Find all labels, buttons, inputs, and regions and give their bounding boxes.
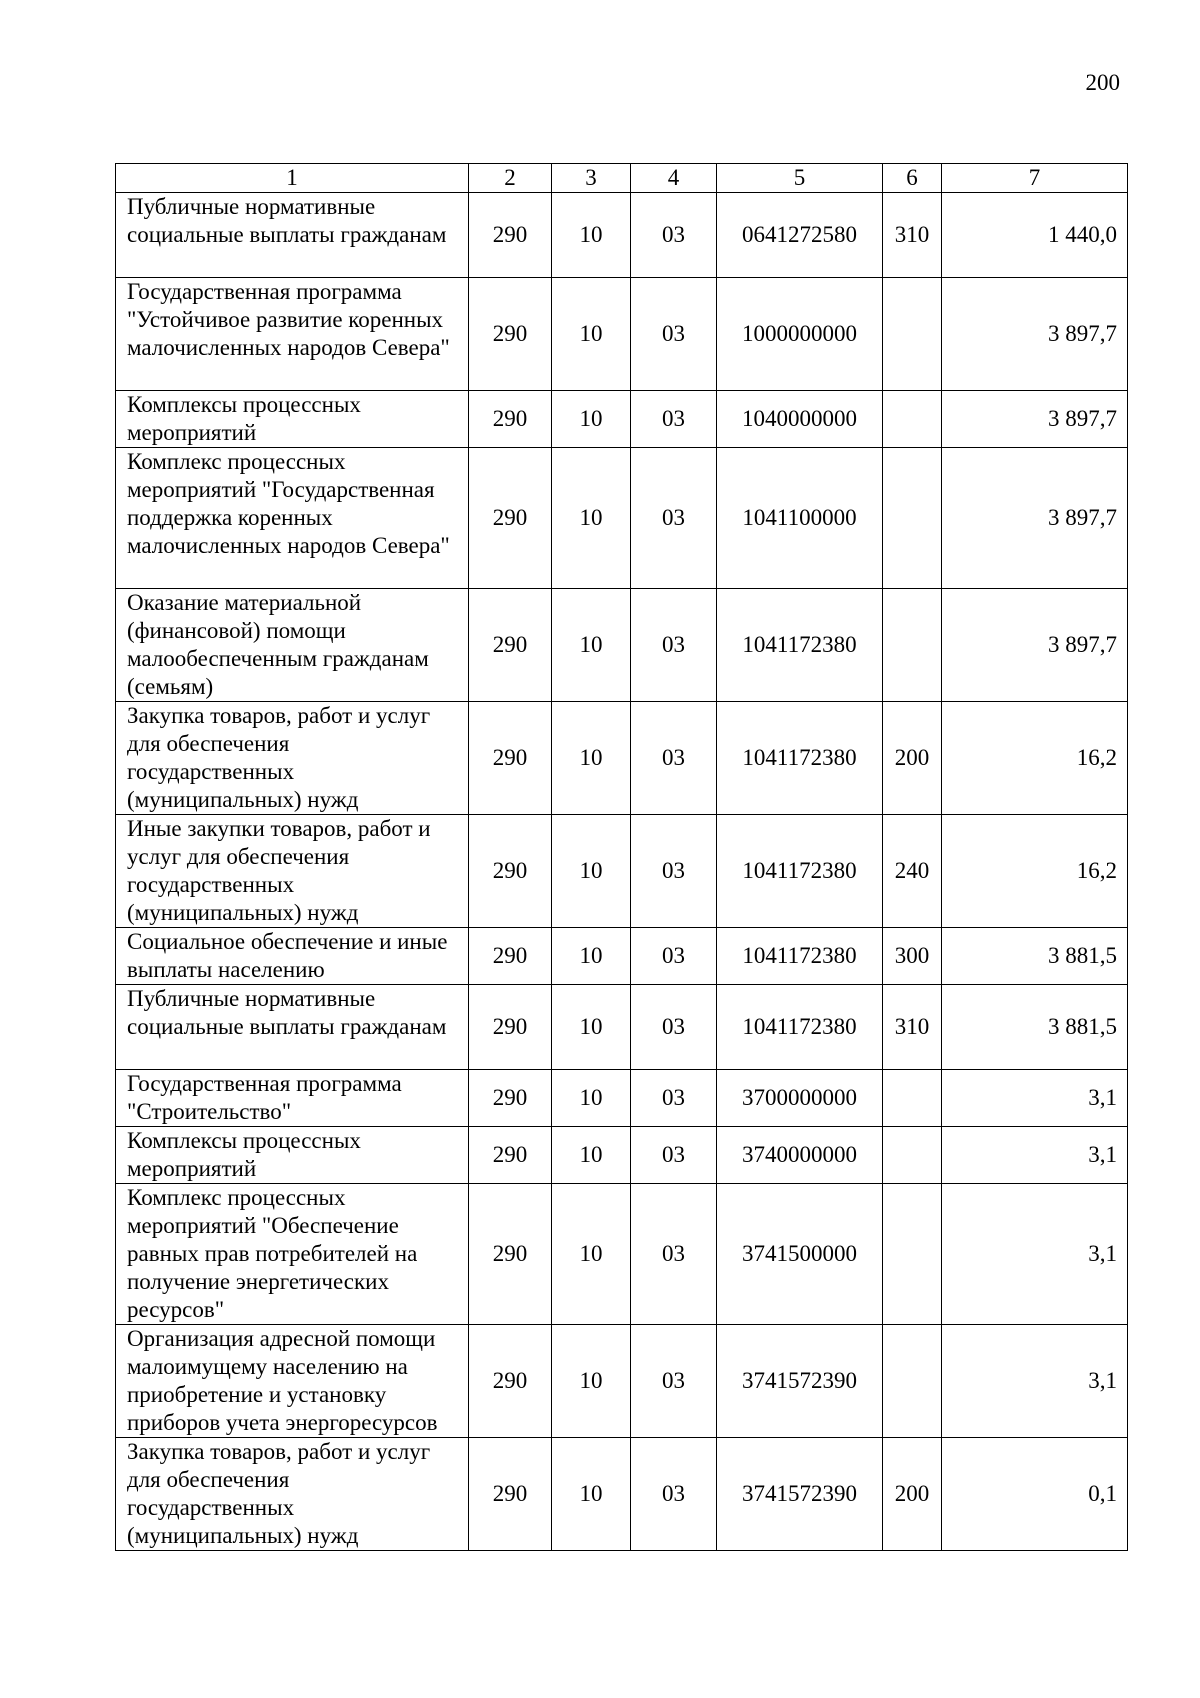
cell-code-3: 10: [552, 702, 631, 815]
cell-code-3: 10: [552, 278, 631, 391]
cell-code-4: 03: [631, 391, 717, 448]
cell-code-6: [883, 1184, 942, 1325]
cell-code-5: 1040000000: [717, 391, 883, 448]
cell-amount: 3 881,5: [942, 928, 1128, 985]
cell-name: Комплексы процессных мероприятий: [116, 391, 469, 448]
table-row: [116, 1127, 1128, 1184]
cell-name: Публичные нормативные социальные выплаты гражданам: [116, 193, 469, 278]
cell-code-3: 10: [552, 1070, 631, 1127]
cell-code-2: 290: [469, 589, 552, 702]
cell-code-6: [883, 1127, 942, 1184]
cell-code-2: 290: [469, 1127, 552, 1184]
cell-code-2: 290: [469, 928, 552, 985]
cell-code-2: 290: [469, 1438, 552, 1551]
cell-code-5: 1041172380: [717, 928, 883, 985]
cell-amount: 3 897,7: [942, 589, 1128, 702]
cell-amount: 3 897,7: [942, 391, 1128, 448]
column-header: 2: [469, 164, 552, 193]
cell-name: Оказание материальной (финансовой) помощи малообеспеченным гражданам (семьям): [116, 589, 469, 702]
column-header: 6: [883, 164, 942, 193]
cell-code-4: 03: [631, 589, 717, 702]
cell-code-4: 03: [631, 815, 717, 928]
column-header: 5: [717, 164, 883, 193]
table-row: [116, 448, 1128, 589]
cell-code-2: 290: [469, 1325, 552, 1438]
cell-code-4: 03: [631, 1070, 717, 1127]
cell-code-6: [883, 1325, 942, 1438]
cell-code-6: [883, 589, 942, 702]
cell-name: Комплекс процессных мероприятий "Обеспечение равных прав потребителей на получение энергетических ресурсов": [116, 1184, 469, 1325]
cell-code-2: 290: [469, 278, 552, 391]
cell-code-5: 3741500000: [717, 1184, 883, 1325]
column-header: 3: [552, 164, 631, 193]
table-row: [116, 1070, 1128, 1127]
cell-code-4: 03: [631, 1184, 717, 1325]
cell-amount: 1 440,0: [942, 193, 1128, 278]
page-number: 200: [1085, 70, 1120, 95]
cell-code-2: 290: [469, 985, 552, 1070]
cell-code-3: 10: [552, 589, 631, 702]
table-row: [116, 815, 1128, 928]
cell-name: Государственная программа "Устойчивое развитие коренных малочисленных народов Севера": [116, 278, 469, 391]
cell-name: Закупка товаров, работ и услуг для обеспечения государственных (муниципальных) нужд: [116, 1438, 469, 1551]
cell-code-6: 300: [883, 928, 942, 985]
cell-name: Комплекс процессных мероприятий "Государственная поддержка коренных малочисленных народов Севера": [116, 448, 469, 589]
table-row: [116, 193, 1128, 278]
column-header: 4: [631, 164, 717, 193]
table-row: [116, 985, 1128, 1070]
cell-code-2: 290: [469, 193, 552, 278]
cell-code-2: 290: [469, 702, 552, 815]
table-row: [116, 391, 1128, 448]
cell-name: Государственная программа "Строительство": [116, 1070, 469, 1127]
cell-code-3: 10: [552, 1127, 631, 1184]
cell-code-5: 3740000000: [717, 1127, 883, 1184]
cell-amount: 3 881,5: [942, 985, 1128, 1070]
cell-code-5: 1041100000: [717, 448, 883, 589]
cell-code-5: 1041172380: [717, 985, 883, 1070]
cell-code-3: 10: [552, 1184, 631, 1325]
cell-amount: 3,1: [942, 1325, 1128, 1438]
cell-code-6: 200: [883, 702, 942, 815]
column-header: 1: [116, 164, 469, 193]
cell-amount: 16,2: [942, 702, 1128, 815]
cell-code-6: [883, 391, 942, 448]
table-row: [116, 1438, 1128, 1551]
cell-code-4: 03: [631, 278, 717, 391]
cell-code-3: 10: [552, 815, 631, 928]
table-header-row: [116, 164, 1128, 193]
cell-code-5: 0641272580: [717, 193, 883, 278]
cell-amount: 3,1: [942, 1070, 1128, 1127]
cell-code-5: 3741572390: [717, 1438, 883, 1551]
cell-code-2: 290: [469, 815, 552, 928]
table-row: [116, 1325, 1128, 1438]
cell-code-4: 03: [631, 1325, 717, 1438]
cell-code-3: 10: [552, 448, 631, 589]
cell-code-4: 03: [631, 985, 717, 1070]
cell-name: Публичные нормативные социальные выплаты гражданам: [116, 985, 469, 1070]
cell-code-3: 10: [552, 1438, 631, 1551]
cell-amount: 3,1: [942, 1127, 1128, 1184]
cell-code-6: 200: [883, 1438, 942, 1551]
cell-code-4: 03: [631, 193, 717, 278]
cell-name: Закупка товаров, работ и услуг для обеспечения государственных (муниципальных) нужд: [116, 702, 469, 815]
cell-name: Иные закупки товаров, работ и услуг для обеспечения государственных (муниципальных) нужд: [116, 815, 469, 928]
cell-code-3: 10: [552, 928, 631, 985]
cell-code-2: 290: [469, 1070, 552, 1127]
cell-name: Организация адресной помощи малоимущему населению на приобретение и установку приборов учета энергоресурсов: [116, 1325, 469, 1438]
cell-amount: 3 897,7: [942, 278, 1128, 391]
column-header: 7: [942, 164, 1128, 193]
table-row: [116, 928, 1128, 985]
cell-code-6: [883, 1070, 942, 1127]
cell-code-5: 3700000000: [717, 1070, 883, 1127]
cell-name: Комплексы процессных мероприятий: [116, 1127, 469, 1184]
cell-code-6: 240: [883, 815, 942, 928]
table-row: [116, 1184, 1128, 1325]
budget-table: [115, 163, 1128, 1551]
cell-code-5: 1041172380: [717, 589, 883, 702]
cell-code-6: [883, 448, 942, 589]
cell-code-2: 290: [469, 1184, 552, 1325]
cell-code-3: 10: [552, 193, 631, 278]
cell-amount: 3,1: [942, 1184, 1128, 1325]
cell-code-3: 10: [552, 985, 631, 1070]
table-row: [116, 278, 1128, 391]
table-row: [116, 702, 1128, 815]
cell-code-4: 03: [631, 1127, 717, 1184]
cell-code-3: 10: [552, 1325, 631, 1438]
cell-amount: 0,1: [942, 1438, 1128, 1551]
cell-name: Социальное обеспечение и иные выплаты населению: [116, 928, 469, 985]
cell-code-2: 290: [469, 448, 552, 589]
cell-code-4: 03: [631, 928, 717, 985]
cell-amount: 16,2: [942, 815, 1128, 928]
cell-code-6: [883, 278, 942, 391]
cell-code-4: 03: [631, 702, 717, 815]
cell-code-5: 3741572390: [717, 1325, 883, 1438]
cell-code-5: 1041172380: [717, 815, 883, 928]
table-body: [116, 193, 1128, 1551]
cell-code-3: 10: [552, 391, 631, 448]
cell-code-6: 310: [883, 985, 942, 1070]
cell-code-5: 1041172380: [717, 702, 883, 815]
cell-code-4: 03: [631, 448, 717, 589]
cell-code-5: 1000000000: [717, 278, 883, 391]
cell-code-2: 290: [469, 391, 552, 448]
table-row: [116, 589, 1128, 702]
cell-code-4: 03: [631, 1438, 717, 1551]
cell-code-6: 310: [883, 193, 942, 278]
cell-amount: 3 897,7: [942, 448, 1128, 589]
